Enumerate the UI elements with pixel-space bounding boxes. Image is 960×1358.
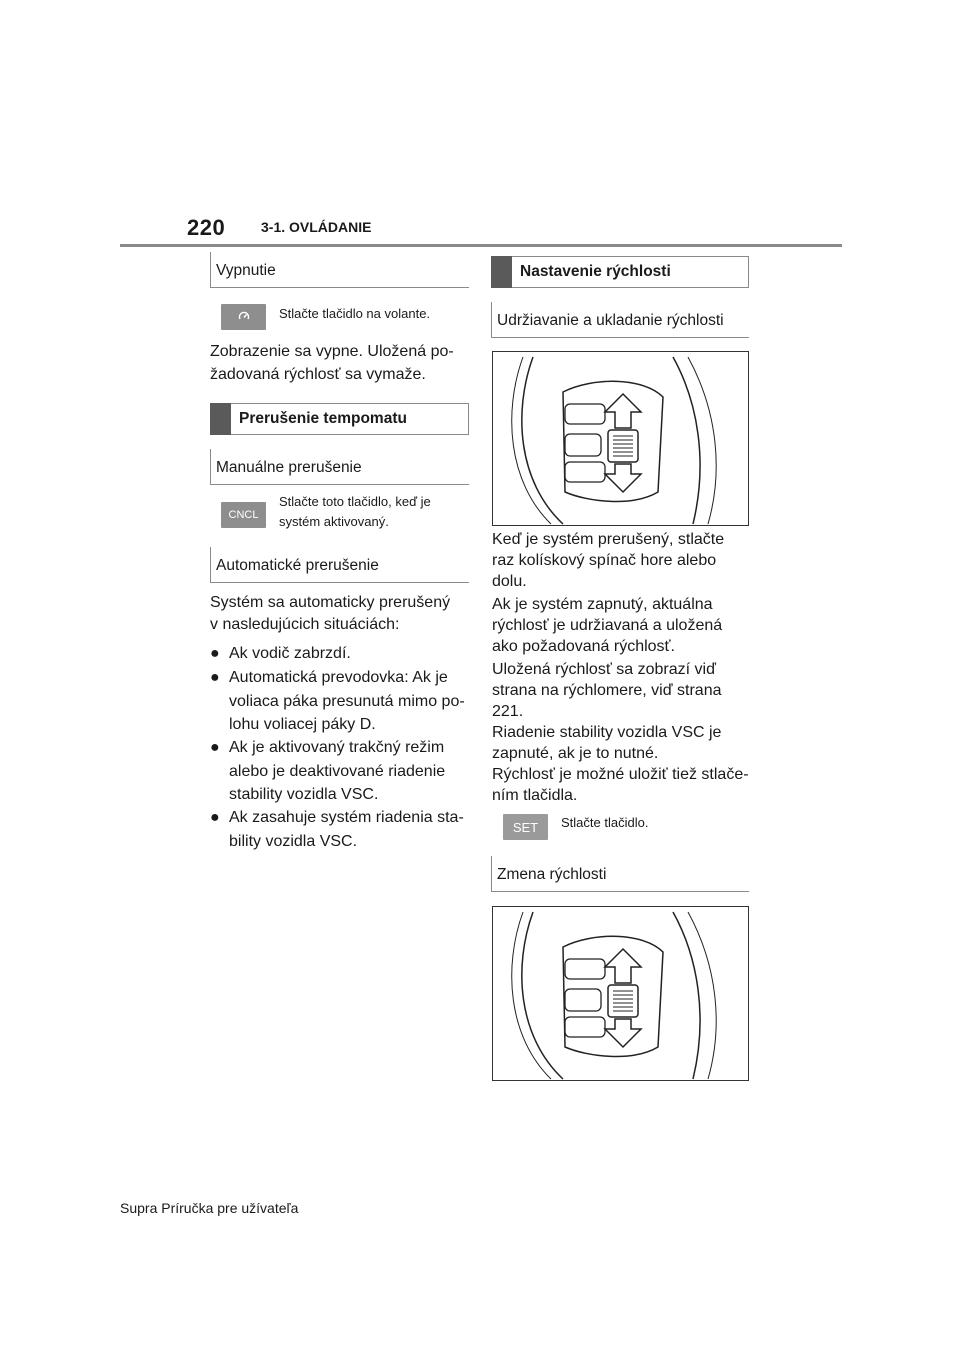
keep-paragraph: Keď je systém prerušený, stlačte raz kolískový spínač hore alebo dolu. Ak je systém zapnutý, aktuálna rýchlosť je udržiavaná a uložená ako požadovaná rýchlosť. Uložená rýchlosť sa zobrazí viď strana na rýchlomere, viď strana 221. Riadenie stability vozidla VSC je zapnuté, ak je to nutné. Rýchlosť je možné uložiť tiež stlače- ním tlačidla. [492, 531, 749, 804]
heading-zmena-text: Zmena rýchlosti [497, 866, 607, 883]
heading-udrziavanie [491, 306, 749, 338]
chapter-title: 3-1. OVLÁDANIE [261, 219, 372, 235]
heading-automaticke-prerusenie [210, 551, 469, 583]
bullet-dot: ● [210, 645, 220, 662]
vypnutie-paragraph: Zobrazenie sa vypne. Uložená po- žadovaná rýchlosť sa vymaže. [210, 343, 454, 383]
heading-vypnutie [210, 256, 469, 288]
heading-manualne-text: Manuálne prerušenie [216, 459, 362, 476]
header-divider [120, 244, 842, 247]
cncl-button-label: CNCL [228, 509, 259, 521]
steering-wheel-switch-illustration [493, 352, 748, 525]
cruise-control-note: Stlačte tlačidlo na volante. [279, 306, 431, 321]
set-note: Stlačte tlačidlo. [561, 815, 649, 830]
heading-vypnutie-text: Vypnutie [216, 262, 276, 279]
heading-preruesnie-text: Prerušenie tempomatu [239, 410, 407, 427]
bullet-dot: ● [210, 669, 220, 686]
steering-switch-figure-2 [492, 906, 749, 1081]
heading-zmena-rychlosti [491, 860, 749, 892]
footer-text: Supra Príručka pre užívateľa [120, 1200, 299, 1216]
heading-nastavenie-rychlosti [491, 256, 749, 288]
page-number: 220 [187, 215, 226, 240]
heading-manualne-prerusenie [210, 453, 469, 485]
steering-wheel-switch-illustration [493, 907, 748, 1080]
cncl-note: Stlačte toto tlačidlo, keď je systém aktivovaný. [279, 494, 431, 529]
heading-automaticke-text: Automatické prerušenie [216, 557, 379, 574]
cncl-button [221, 502, 266, 528]
heading-udrziavanie-text: Udržiavanie a ukladanie rýchlosti [497, 312, 724, 329]
heading-nastavenie-text: Nastavenie rýchlosti [520, 263, 671, 280]
heading-preruesnie-tempomatu [210, 403, 469, 435]
cruise-control-button [221, 304, 266, 330]
bullet-dot: ● [210, 739, 220, 756]
bullet-dot: ● [210, 809, 220, 826]
cruise-control-icon [237, 310, 251, 324]
steering-switch-figure-1 [492, 351, 749, 526]
set-button-label: SET [512, 819, 539, 835]
set-button [503, 814, 548, 840]
auto-paragraph: Systém sa automaticky prerušený v nasledujúcich situáciách: [210, 594, 451, 633]
